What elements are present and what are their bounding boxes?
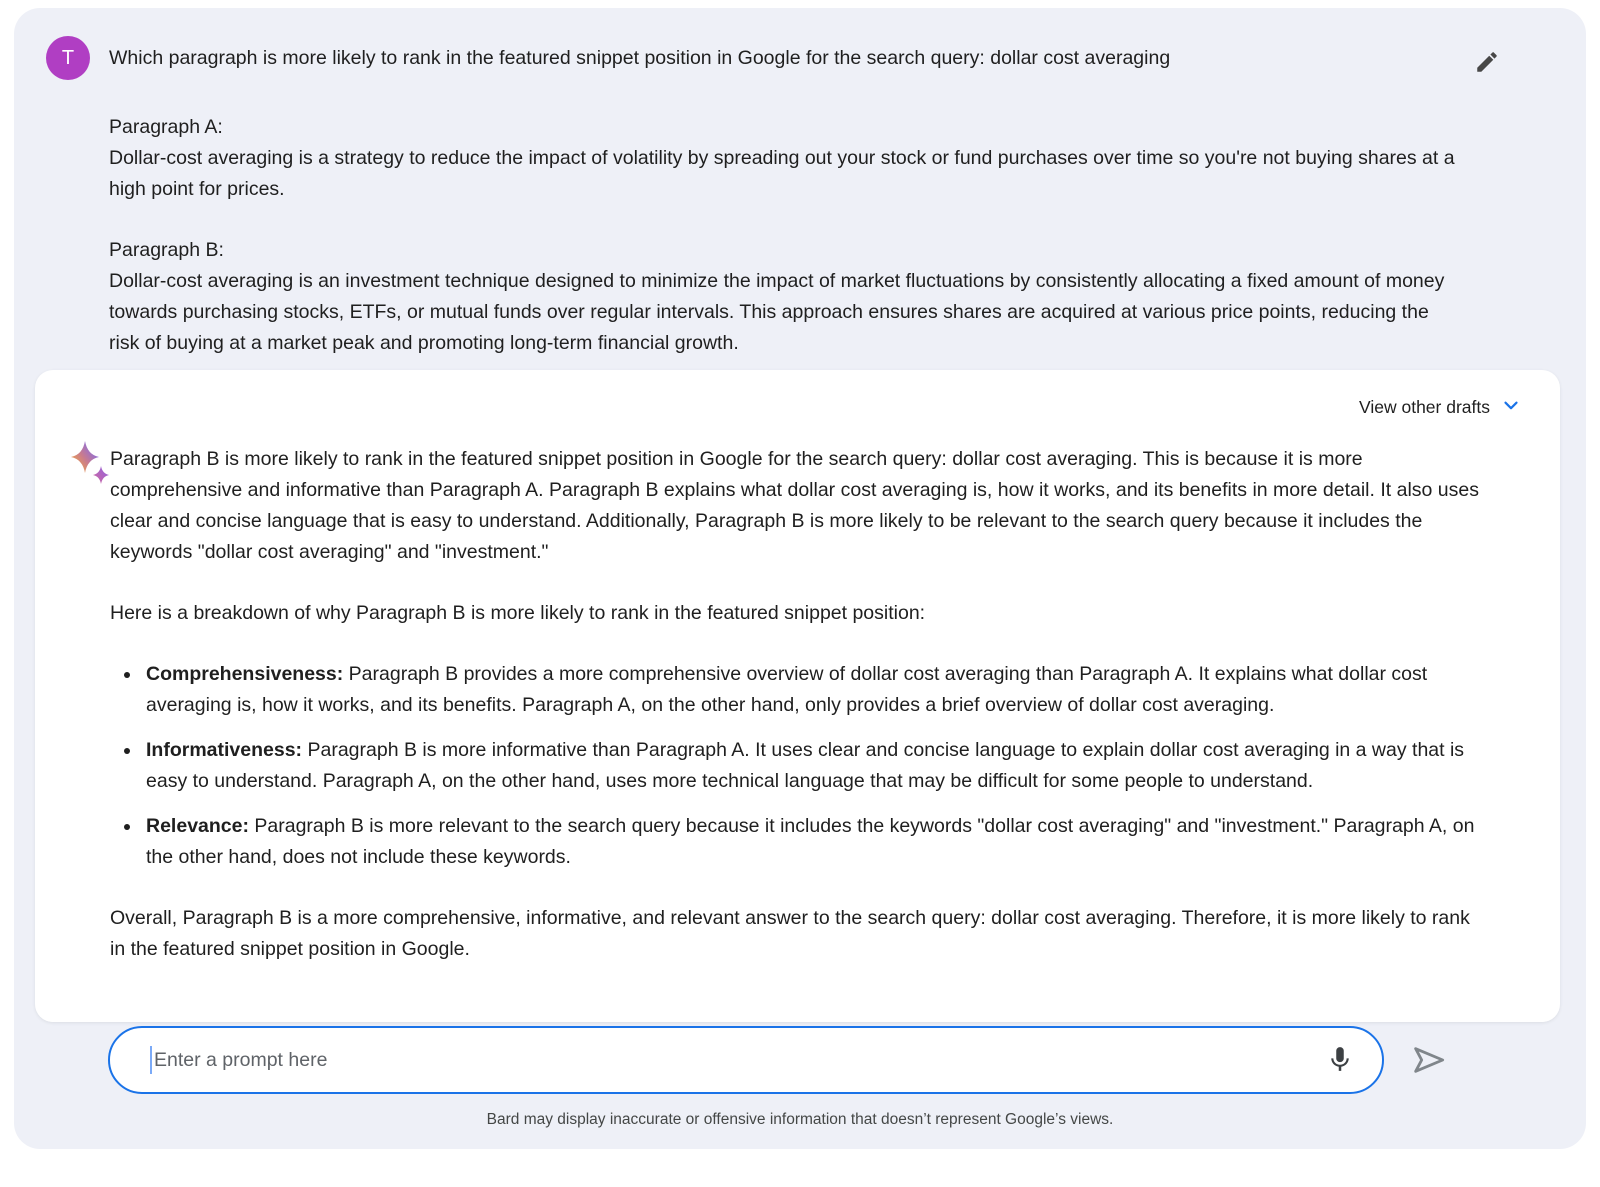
prompt-input[interactable]	[152, 1028, 1320, 1092]
response-card	[35, 370, 1560, 1022]
view-other-drafts-button[interactable]	[1359, 394, 1522, 421]
bullet-term: Comprehensiveness:	[146, 663, 344, 685]
model-answer	[110, 444, 1482, 965]
list-item	[142, 811, 1482, 873]
bullet-text: Paragraph B is more relevant to the search query because it includes the keywords "dollar cost averaging" and "investment." Paragraph A, on the other hand, does not include these keywords.	[146, 815, 1475, 868]
answer-bullet-list	[110, 659, 1482, 873]
paragraph-b-text: Dollar-cost averaging is an investment technique designed to minimize the impact of market fluctuations by consistently allocating a fixed amount of money towards purchasing stocks, ETFs, or mutual funds over regular intervals. This approach ensures shares are acquired at various price points, reducing the risk of buying at a market peak and promoting long-term financial growth.	[109, 270, 1445, 354]
list-item	[142, 735, 1482, 797]
answer-conclusion: Overall, Paragraph B is a more comprehensive, informative, and relevant answer to the search query: dollar cost averaging. Therefore, it is more likely to rank in the featured snippet position in Google.	[110, 907, 1470, 960]
user-question: Which paragraph is more likely to rank in the featured snippet position in Google for the search query: dollar cost averaging	[109, 47, 1171, 69]
paragraph-a-text: Dollar-cost averaging is a strategy to reduce the impact of volatility by spreading out your stock or fund purchases over time so you're not buying shares at a high point for prices.	[109, 147, 1455, 200]
bullet-text: Paragraph B provides a more comprehensive overview of dollar cost averaging than Paragraph A. It explains what dollar cost averaging is, how it works, and its benefits. Paragraph A, on the other hand, only provides a brief overview of dollar cost averaging.	[146, 663, 1428, 716]
paragraph-a-label: Paragraph A:	[109, 116, 223, 138]
mic-button[interactable]	[1320, 1040, 1360, 1080]
chat-container	[14, 8, 1586, 1149]
bullet-term: Informativeness:	[146, 739, 303, 761]
paragraph-b-label: Paragraph B:	[109, 239, 224, 261]
bullet-text: Paragraph B is more informative than Paragraph A. It uses clear and concise language to explain dollar cost averaging in a way that is easy to understand. Paragraph A, on the other hand, uses more technical language that may be difficult for some people to understand.	[146, 739, 1465, 792]
user-avatar-letter: T	[61, 46, 75, 69]
list-item	[142, 659, 1482, 721]
microphone-icon	[1325, 1044, 1355, 1077]
prompt-bar	[108, 1026, 1384, 1094]
disclaimer-text: Bard may display inaccurate or offensive information that doesn’t represent Google’s views.	[486, 1111, 1114, 1128]
bullet-term: Relevance:	[146, 815, 249, 837]
send-button[interactable]	[1406, 1038, 1452, 1084]
view-other-drafts-label: View other drafts	[1359, 397, 1490, 417]
answer-breakdown-heading: Here is a breakdown of why Paragraph B is more likely to rank in the featured snippet position:	[110, 602, 926, 624]
chevron-down-icon	[1500, 394, 1522, 421]
edit-prompt-button[interactable]	[1470, 46, 1504, 80]
user-prompt-body	[109, 112, 1456, 389]
pencil-icon	[1474, 49, 1500, 78]
user-avatar[interactable]	[46, 36, 90, 80]
bard-sparkle-icon	[68, 440, 114, 486]
send-icon	[1409, 1040, 1449, 1083]
answer-intro: Paragraph B is more likely to rank in the featured snippet position in Google for the search query: dollar cost averaging. This is because it is more comprehensive and informative than Paragraph A. Paragraph B explains what dollar cost averaging is, how it works, and its benefits in more detail. It also uses clear and concise language that is easy to understand. Additionally, Paragraph B is more likely to be relevant to the search query because it includes the keywords "dollar cost averaging" and "investment."	[110, 448, 1479, 563]
